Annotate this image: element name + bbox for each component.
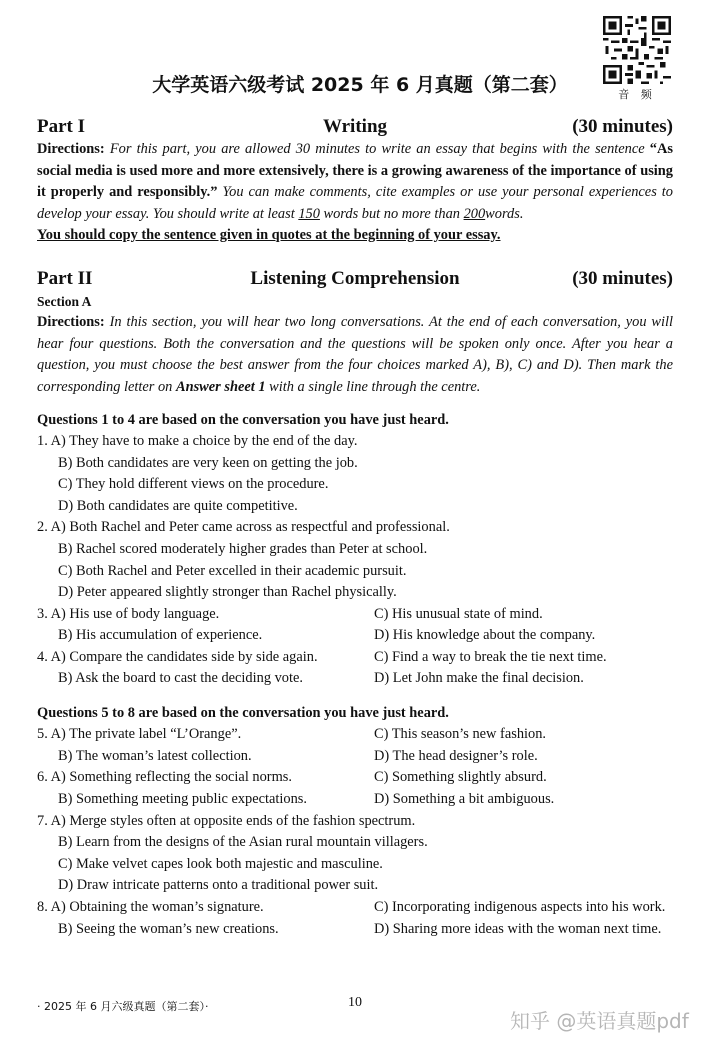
q1-option-a: 1. A) They have to make a choice by the end of the day. — [37, 433, 358, 449]
part1-directions-label: Directions: — [37, 141, 105, 157]
max-word-count: 200 — [463, 205, 486, 222]
part1-directions-text-2: You can make comments, cite examples or use your personal experiences to develop your essay. You should write at least — [37, 184, 673, 222]
part2-directions-label: Directions: — [37, 314, 105, 330]
part2-header — [37, 268, 673, 294]
q3-option-a: 3. A) His use of body language. — [37, 606, 220, 622]
part1-directions-text-4: words. — [485, 205, 524, 222]
q3-option-d: D) His knowledge about the company. — [374, 627, 596, 643]
min-word-count: 150 — [298, 205, 320, 222]
watermark: 知乎 @英语真题pdf — [510, 1009, 689, 1033]
q4-option-b: B) Ask the board to cast the deciding vote. — [58, 670, 303, 686]
part2-directions — [37, 312, 673, 398]
q7-option-b: B) Learn from the designs of the Asian rural mountain villagers. — [58, 834, 428, 850]
essay-prompt-quote: “As social media is used more and more extensively, there is a growing awareness of the importance of using it properly and responsibly.” — [37, 141, 673, 200]
q8-option-c: C) Incorporating indigenous aspects into his work. — [374, 899, 666, 915]
q8-option-d: D) Sharing more ideas with the woman next time. — [374, 921, 662, 937]
group2-heading: Questions 5 to 8 are based on the conversation you have just heard. — [37, 705, 449, 721]
q7-option-a: 7. A) Merge styles often at opposite ends of the fashion spectrum. — [37, 813, 416, 829]
q8-option-a: 8. A) Obtaining the woman’s signature. — [37, 899, 264, 915]
section-a-label: Section A — [37, 294, 92, 309]
q6-option-a: 6. A) Something reflecting the social norms. — [37, 769, 292, 785]
q7-option-c: C) Make velvet capes look both majestic and masculine. — [58, 856, 383, 872]
q5-option-b: B) The woman’s latest collection. — [58, 748, 252, 764]
q1-option-b: B) Both candidates are very keen on getting the job. — [58, 455, 358, 471]
q5-option-a: 5. A) The private label “L’Orange”. — [37, 726, 242, 742]
q6-option-b: B) Something meeting public expectations. — [58, 791, 307, 807]
group1-heading: Questions 1 to 4 are based on the conversation you have just heard. — [37, 412, 449, 428]
part2-directions-text-1: In this section, you will hear two long conversations. At the end of each conversation, you will hear four questions. Both the conversation and the questions will be spoken only once. After you hear a question, you must choose the best answer from the four choices marked A), B), C) and D). Then mark the corresponding letter on — [37, 314, 673, 395]
q4-option-a: 4. A) Compare the candidates side by side again. — [37, 649, 318, 665]
part2-name: Listening Comprehension — [250, 268, 460, 289]
part1-time: (30 minutes) — [572, 116, 673, 137]
qr-caption: 音 频 — [618, 88, 656, 101]
q6-option-d: D) Something a bit ambiguous. — [374, 791, 555, 807]
part2-directions-text-2: with a single line through the centre. — [269, 378, 481, 395]
q3-option-b: B) His accumulation of experience. — [58, 627, 263, 643]
footer-label: · 2025 年 6 月六级真题（第二套）· — [37, 1000, 209, 1013]
part2-time: (30 minutes) — [572, 268, 673, 289]
q2-option-c: C) Both Rachel and Peter excelled in their academic pursuit. — [58, 563, 407, 579]
copy-sentence-note: You should copy the sentence given in quotes at the beginning of your essay. — [37, 227, 501, 243]
part1-directions-text-3: words but no more than — [323, 205, 460, 222]
q4-option-c: C) Find a way to break the tie next time. — [374, 649, 607, 665]
q5-option-d: D) The head designer’s role. — [374, 748, 538, 764]
q7-option-d: D) Draw intricate patterns onto a traditional power suit. — [58, 877, 379, 893]
part1-label: Part I — [37, 116, 86, 137]
part1-directions — [37, 139, 673, 247]
q8-option-b: B) Seeing the woman’s new creations. — [58, 921, 279, 937]
part2-label: Part II — [37, 268, 93, 289]
q2-option-d: D) Peter appeared slightly stronger than Rachel physically. — [58, 584, 397, 600]
answer-sheet-label: Answer sheet 1 — [175, 378, 266, 395]
page-title: 大学英语六级考试 2025 年 6 月真题（第二套） — [152, 74, 568, 96]
q1-option-d: D) Both candidates are quite competitive. — [58, 498, 298, 514]
q4-option-d: D) Let John make the final decision. — [374, 670, 584, 686]
part1-name: Writing — [322, 116, 388, 137]
q6-option-c: C) Something slightly absurd. — [374, 769, 547, 785]
q3-option-c: C) His unusual state of mind. — [374, 606, 543, 622]
q2-option-a: 2. A) Both Rachel and Peter came across as respectful and professional. — [37, 519, 450, 535]
q1-option-c: C) They hold different views on the procedure. — [58, 476, 329, 492]
part1-directions-text-1: For this part, you are allowed 30 minutes to write an essay that begins with the sentence — [109, 141, 645, 157]
page-number: 10 — [348, 995, 362, 1010]
q2-option-b: B) Rachel scored moderately higher grades than Peter at school. — [58, 541, 428, 557]
q5-option-c: C) This season’s new fashion. — [374, 726, 547, 742]
